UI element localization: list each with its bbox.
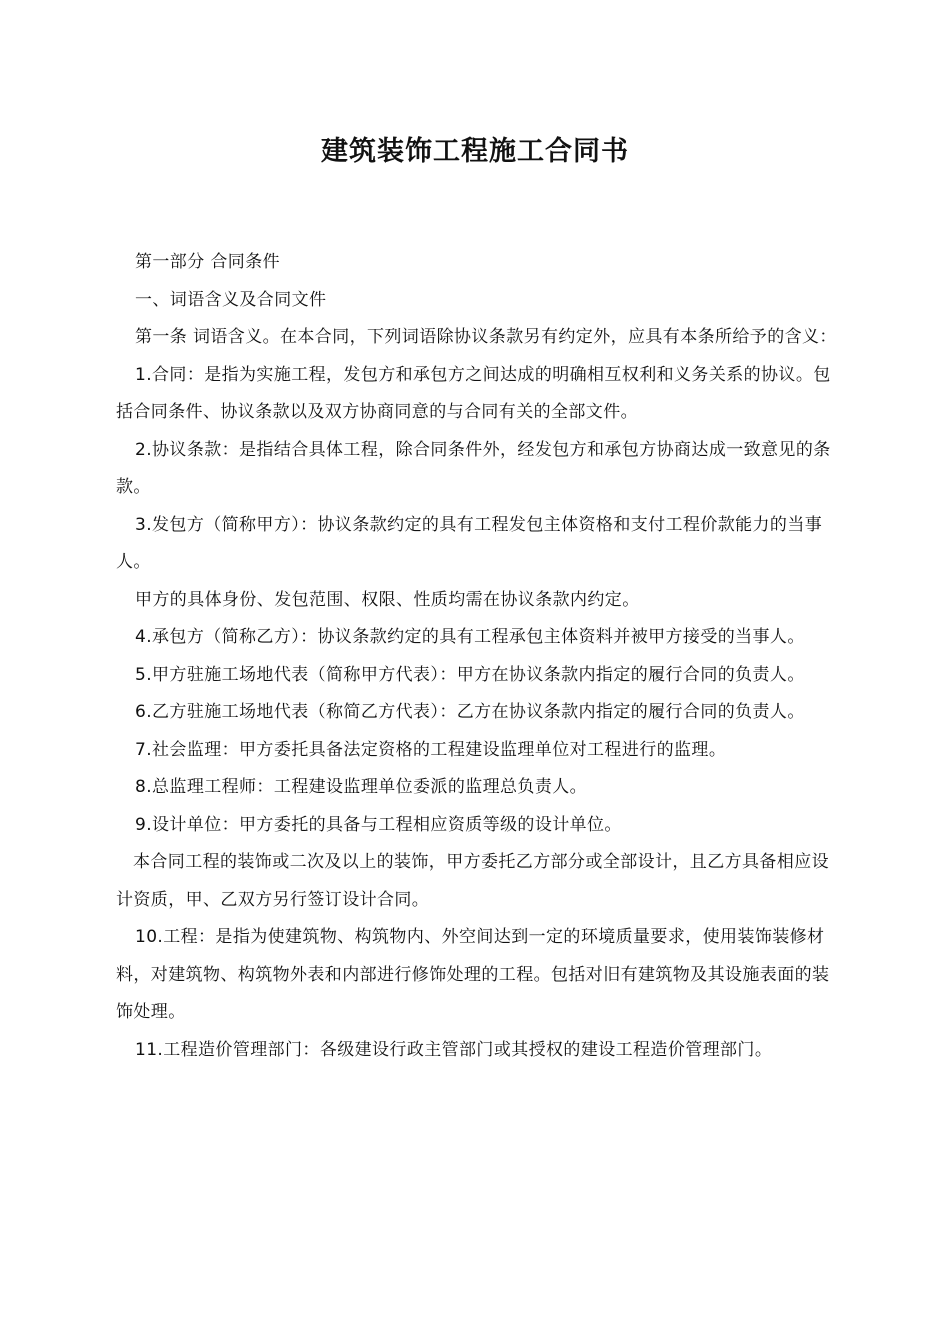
definition-design-unit: 9.设计单位：甲方委托的具备与工程相应资质等级的设计单位。 — [135, 814, 622, 835]
definition-project: 10.工程：是指为使建筑物、构筑物内、外空间达到一定的环境质量要求，使用装饰装修材料，对建筑物、构筑物外表和内部进行修饰处理的工程。包括对旧有建筑物及其设施表面的装饰处理。 — [116, 927, 830, 1022]
section-heading-terms: 一、词语含义及合同文件 — [135, 289, 327, 310]
article-one-paragraph: 第一条 词语含义。在本合同，下列词语除协议条款另有约定外，应具有本条所给予的含义： — [135, 327, 837, 347]
definition-employer: 3.发包方（简称甲方）：协议条款约定的具有工程发包主体资格和支付工程价款能力的当事人。 — [116, 514, 823, 572]
document-title: 建筑装饰工程施工合同书 — [321, 136, 629, 167]
definition-contractor-representative: 6.乙方驻施工场地代表（称简乙方代表）：乙方在协议条款内指定的履行合同的负责人。 — [135, 702, 805, 722]
definition-contract: 1.合同：是指为实施工程，发包方和承包方之间达成的明确相互权利和义务关系的协议。包括合同条件、协议条款以及双方协商同意的与合同有关的全部文件。 — [116, 364, 831, 422]
definition-social-supervision: 7.社会监理：甲方委托具备法定资格的工程建设监理单位对工程进行的监理。 — [135, 739, 727, 760]
document-body — [116, 244, 838, 1069]
design-note-paragraph: 本合同工程的装饰或二次及以上的装饰，甲方委托乙方部分或全部设计，且乙方具备相应设计资质，甲、乙双方另行签订设计合同。 — [116, 852, 829, 910]
definition-cost-management-department: 11.工程造价管理部门：各级建设行政主管部门或其授权的建设工程造价管理部门。 — [135, 1039, 773, 1060]
definition-employer-representative: 5.甲方驻施工场地代表（简称甲方代表）：甲方在协议条款内指定的履行合同的负责人。 — [135, 664, 805, 685]
definition-contractor: 4.承包方（简称乙方）：协议条款约定的具有工程承包主体资料并被甲方接受的当事人。 — [135, 627, 805, 647]
employer-note-paragraph: 甲方的具体身份、发包范围、权限、性质均需在协议条款内约定。 — [135, 589, 640, 610]
section-heading-part-one: 第一部分 合同条件 — [135, 252, 281, 272]
definition-chief-supervisor: 8.总监理工程师：工程建设监理单位委派的监理总负责人。 — [135, 777, 588, 797]
definition-agreement-terms: 2.协议条款：是指结合具体工程，除合同条件外，经发包方和承包方协商达成一致意见的条款。 — [116, 439, 831, 497]
